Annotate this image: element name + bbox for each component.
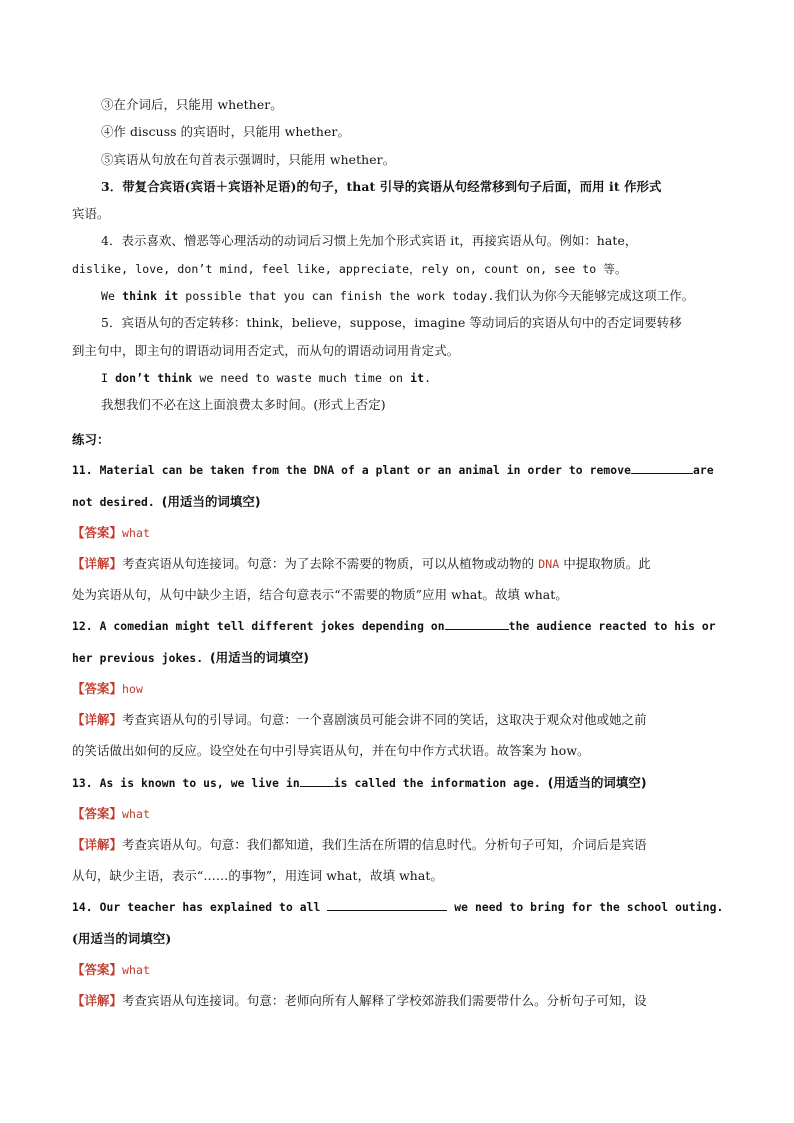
note-4: ④作 discuss 的宾语时，只能用 whether。	[101, 124, 350, 139]
question-12-blank	[445, 617, 509, 630]
question-11-text-end: are	[693, 464, 714, 477]
question-11-answer	[72, 523, 724, 543]
question-11-detail-line-1	[72, 554, 724, 574]
question-11-type: (用适当的词填空)	[161, 494, 261, 509]
question-14-line-1	[72, 898, 724, 918]
example-2-translation: 我想我们不必在这上面浪费太多时间。(形式上否定)	[101, 397, 386, 412]
detail-text: 考查宾语从句连接词。句意：老师向所有人解释了学校郊游我们需要带什么。分析句子可知，设	[121, 993, 647, 1008]
answer-value: what	[121, 526, 151, 540]
point-3-line-2: 宾语。	[72, 206, 110, 221]
question-11-text-2: not desired.	[72, 496, 162, 509]
question-13-blank	[300, 774, 334, 787]
answer-value: what	[121, 963, 151, 977]
answer-label: 【答案】	[72, 962, 122, 977]
question-14-text-end: we need to bring for the school outing.	[447, 901, 724, 914]
question-12-text: 12. A comedian might tell different jokes depending on	[72, 620, 445, 633]
point-3-line-1: 3．带复合宾语(宾语＋宾语补足语)的句子，that 引导的宾语从句经常移到句子后面，而用 it 作形式	[101, 179, 662, 194]
point-4-line-1: 4．表示喜欢、憎恶等心理活动的动词后习惯上先加个形式宾语 it，再接宾语从句。例如：hate，	[101, 233, 638, 248]
point-5-line-2: 到主句中，即主句的谓语动词用否定式，而从句的谓语动词用肯定式。	[72, 343, 460, 358]
example-1-translation: 我们认为你今天能够完成这项工作。	[494, 288, 695, 303]
question-13-detail-line-1	[72, 835, 724, 855]
question-13-line-1	[72, 773, 724, 794]
question-13-answer	[72, 804, 724, 824]
question-11-blank	[631, 461, 693, 474]
example-2-bold: don’t think	[115, 371, 193, 385]
question-11-line-1	[72, 461, 724, 481]
question-12-text-2: her previous jokes.	[72, 652, 211, 665]
question-11-text: 11. Material can be taken from the DNA of a plant or an animal in order to remove	[72, 464, 632, 477]
question-12-line-2	[72, 648, 724, 669]
note-3: ③在介词后，只能用 whether。	[101, 97, 283, 112]
question-14-text: 14. Our teacher has explained to all	[72, 901, 328, 914]
example-1-part-a: We	[101, 289, 123, 303]
example-2-part-a: I	[101, 371, 116, 385]
exercise-heading: 练习：	[72, 432, 110, 447]
detail-text-end: 中提取物质。此	[559, 556, 651, 571]
answer-label: 【答案】	[72, 681, 122, 696]
example-2	[101, 368, 753, 388]
question-13-detail-line-2: 从句，缺少主语，表示“……的事物”，用连词 what，故填 what。	[72, 868, 443, 883]
example-1-part-c: possible that you can finish the work today.	[178, 289, 495, 303]
question-14-answer	[72, 960, 724, 980]
answer-label: 【答案】	[72, 525, 122, 540]
question-12-line-1	[72, 617, 724, 637]
detail-text: 考查宾语从句。句意：我们都知道，我们生活在所谓的信息时代。分析句子可知，介词后是宾语	[121, 837, 647, 852]
example-2-bold-it: it	[410, 371, 425, 385]
detail-highlight: DNA	[538, 557, 560, 571]
answer-value: how	[121, 682, 144, 696]
question-13-text: 13. As is known to us, we live in	[72, 777, 300, 790]
example-1-bold: think it	[122, 289, 179, 303]
detail-label: 【详解】	[72, 993, 122, 1008]
answer-label: 【答案】	[72, 806, 122, 821]
question-11-line-2	[72, 492, 724, 513]
question-12-answer	[72, 679, 724, 699]
question-11-detail-line-2: 处为宾语从句，从句中缺少主语，结合句意表示“不需要的物质”应用 what。故填 what。	[72, 587, 568, 602]
detail-label: 【详解】	[72, 712, 122, 727]
question-13-type: (用适当的词填空)	[547, 775, 647, 790]
question-13-text-end: is called the information age.	[333, 777, 548, 790]
question-14-type: (用适当的词填空)	[72, 931, 172, 946]
detail-text: 考查宾语从句连接词。句意：为了去除不需要的物质，可以从植物或动物的	[121, 556, 539, 571]
example-2-part-c: we need to waste much time on	[192, 371, 411, 385]
question-14-blank	[327, 898, 447, 911]
question-12-text-end: the audience reacted to his or	[508, 620, 716, 633]
question-14-detail-line-1	[72, 991, 724, 1011]
point-4-line-2: dislike, love, don’t mind, feel like, appreciate，rely on, count on, see to 等。	[72, 262, 627, 276]
question-12-detail-line-1	[72, 710, 724, 730]
example-1	[101, 286, 753, 306]
detail-text: 考查宾语从句的引导词。句意：一个喜剧演员可能会讲不同的笑话，这取决于观众对他或她之前	[121, 712, 647, 727]
answer-value: what	[121, 807, 151, 821]
detail-label: 【详解】	[72, 556, 122, 571]
detail-label: 【详解】	[72, 837, 122, 852]
example-2-part-e: .	[424, 371, 432, 385]
question-12-detail-line-2: 的笑话做出如何的反应。设空处在句中引导宾语从句，并在句中作方式状语。故答案为 how。	[72, 743, 590, 758]
note-5: ⑤宾语从句放在句首表示强调时，只能用 whether。	[101, 152, 396, 167]
question-12-type: (用适当的词填空)	[210, 650, 309, 665]
point-5-line-1: 5．宾语从句的否定转移：think，believe，suppose，imagine 等动词后的宾语从句中的否定词要转移	[101, 315, 682, 330]
